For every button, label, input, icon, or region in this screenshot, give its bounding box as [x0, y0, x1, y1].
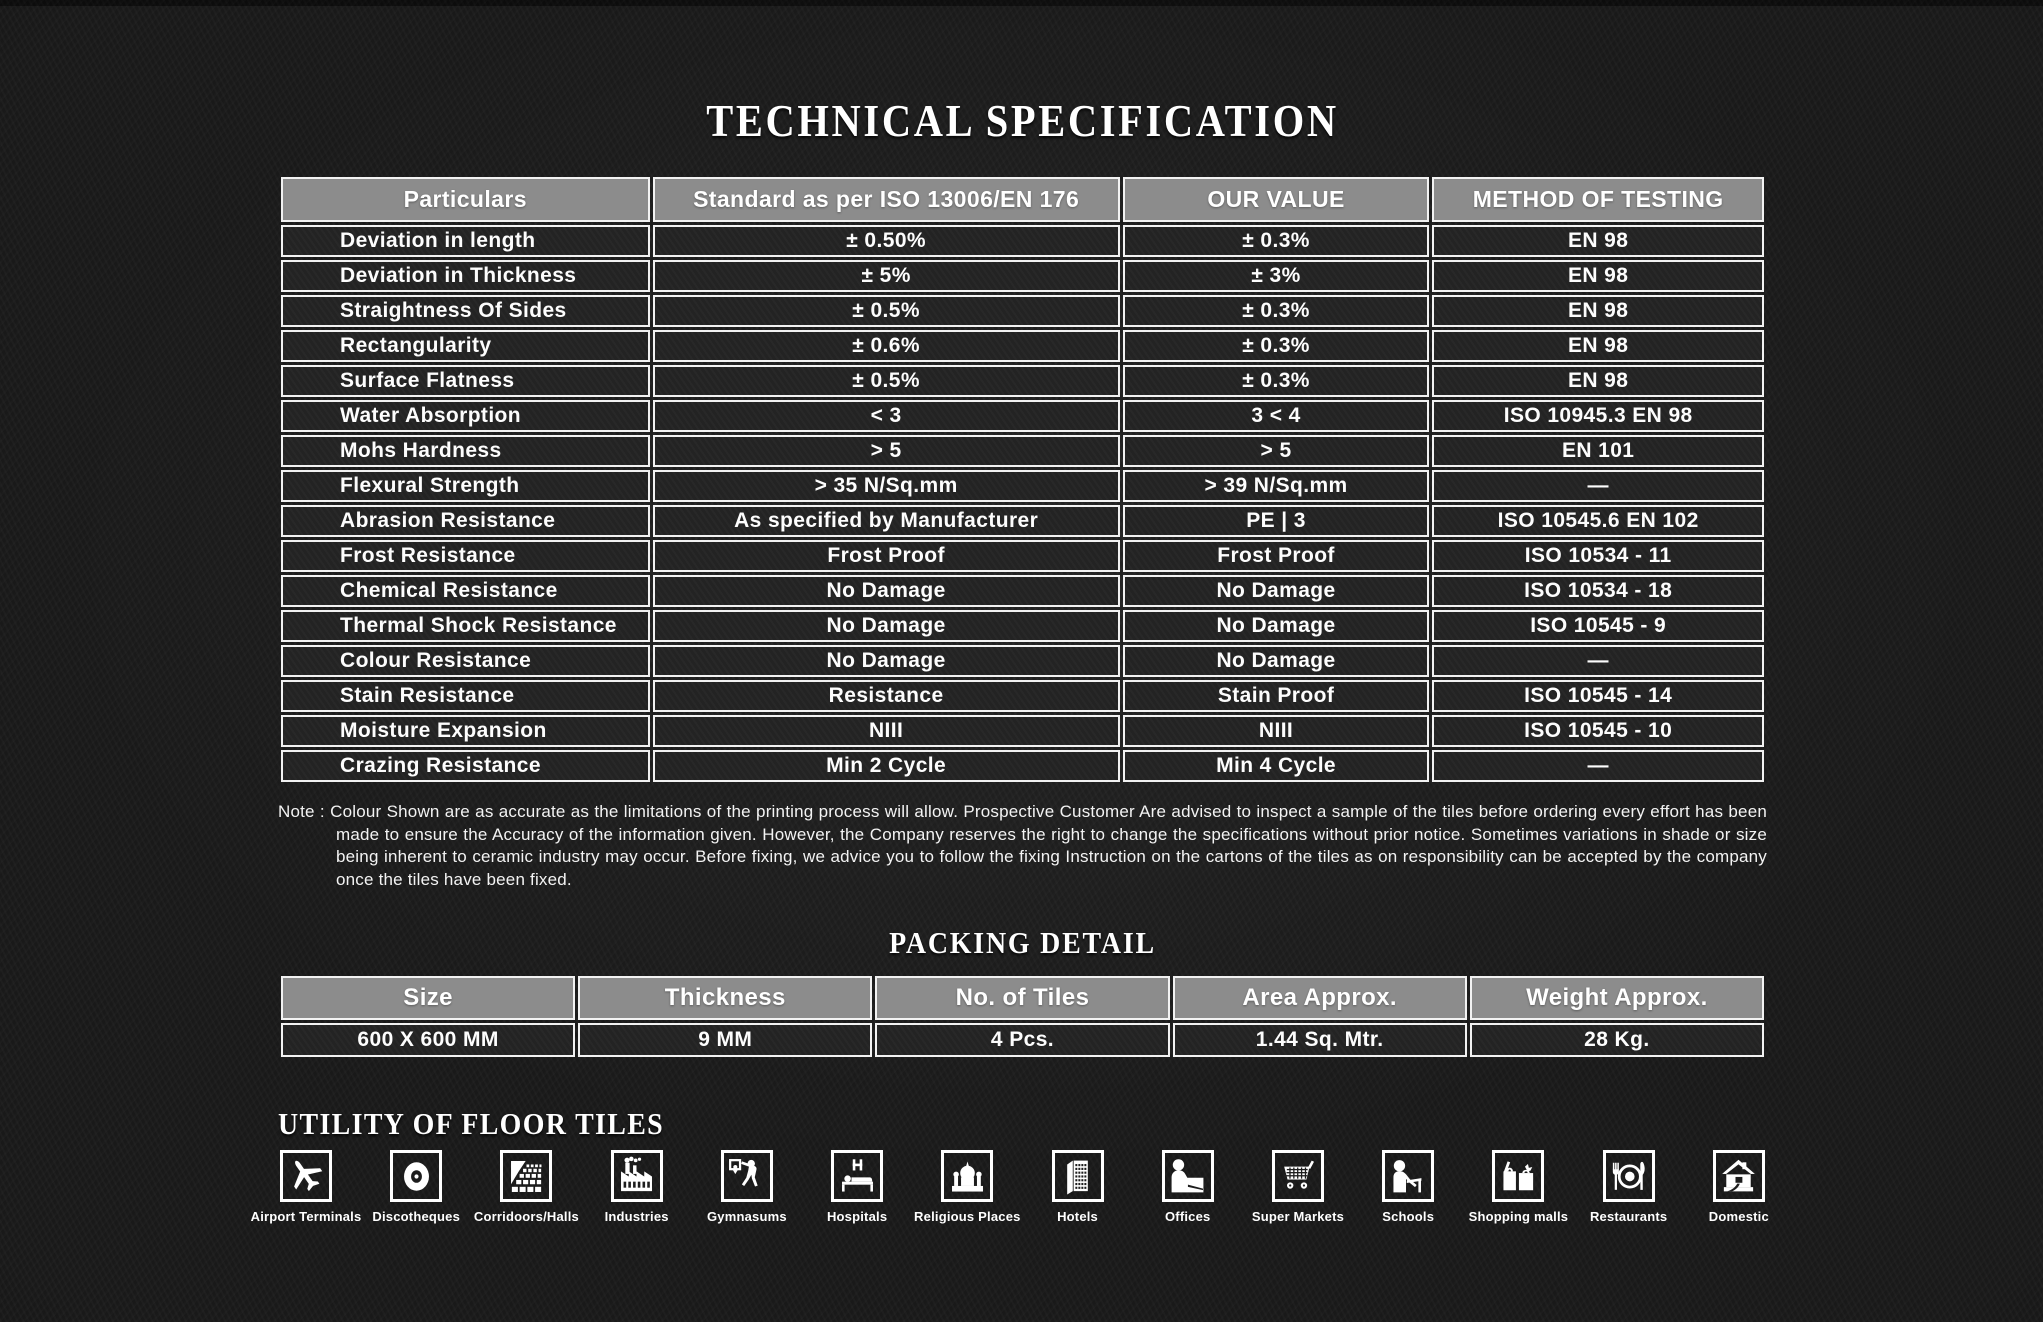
spec-value-cell: ± 3% [1123, 260, 1430, 292]
utility-item [604, 1150, 669, 1224]
spec-value-cell: ISO 10545 - 14 [1432, 680, 1764, 712]
office-worker-icon [1162, 1150, 1214, 1202]
spec-value-cell: > 5 [653, 435, 1120, 467]
table-row [281, 295, 1764, 327]
table-row [281, 575, 1764, 607]
utility-item [1708, 1150, 1769, 1224]
utility-item [1251, 1150, 1345, 1224]
corridor-icon [500, 1150, 552, 1202]
column-header: Standard as per ISO 13006/EN 176 [653, 177, 1120, 222]
spec-value-cell: No Damage [653, 575, 1120, 607]
utility-item [914, 1150, 1021, 1224]
technical-spec-table [278, 174, 1767, 785]
house-icon [1713, 1150, 1765, 1202]
utility-item [250, 1150, 362, 1224]
spec-particular-cell: Deviation in length [281, 225, 650, 257]
spec-value-cell: No Damage [1123, 575, 1430, 607]
spec-value-cell: ISO 10545 - 9 [1432, 610, 1764, 642]
temple-icon [941, 1150, 993, 1202]
spec-particular-cell: Colour Resistance [281, 645, 650, 677]
spec-particular-cell: Frost Resistance [281, 540, 650, 572]
utility-item [826, 1150, 888, 1224]
packing-value-cell: 28 Kg. [1470, 1023, 1764, 1057]
spec-value-cell: No Damage [653, 610, 1120, 642]
shopping-cart-icon [1272, 1150, 1324, 1202]
utility-title: UTILITY OF FLOOR TILES [278, 1106, 665, 1141]
spec-particular-cell: Surface Flatness [281, 365, 650, 397]
spec-value-cell: NIII [653, 715, 1120, 747]
column-header: METHOD OF TESTING [1432, 177, 1764, 222]
spec-value-cell: ± 0.3% [1123, 295, 1430, 327]
utility-item [1380, 1150, 1436, 1224]
spec-value-cell: > 5 [1123, 435, 1430, 467]
spec-value-cell: — [1432, 750, 1764, 782]
table-row [281, 505, 1764, 537]
utility-item [372, 1150, 461, 1224]
spec-value-cell: ISO 10534 - 11 [1432, 540, 1764, 572]
utility-item-label: Domestic [1708, 1209, 1769, 1224]
spec-value-cell: EN 101 [1432, 435, 1764, 467]
utility-item-label: Airport Terminals [250, 1209, 362, 1224]
table-row [281, 330, 1764, 362]
spec-value-cell: Frost Proof [653, 540, 1120, 572]
column-header: Weight Approx. [1470, 976, 1764, 1020]
spec-value-cell: EN 98 [1432, 225, 1764, 257]
shopping-bags-icon [1492, 1150, 1544, 1202]
spec-particular-cell: Deviation in Thickness [281, 260, 650, 292]
note-body: Colour Shown are as accurate as the limitations of the printing process will allow. Prospective Customer Are advised to inspect a sample of the tiles before ordering every effort has been made to ensure the Accuracy of the information given. However, the Company reserves the right to change the specifications without prior notice. Sometimes variations in shade or size being inherent to ceramic industry may occur. Before fixing, we advice you to follow the fixing Instruction on the cartons of the tiles as on responsibility can be accepted by the company once the tiles have been fixed. [330, 802, 1767, 889]
gymnasium-icon [721, 1150, 773, 1202]
table-row [281, 645, 1764, 677]
spec-value-cell: Min 2 Cycle [653, 750, 1120, 782]
spec-value-cell: ± 0.6% [653, 330, 1120, 362]
table-row [281, 470, 1764, 502]
utility-item [1589, 1150, 1668, 1224]
table-row [281, 260, 1764, 292]
packing-header-row [281, 976, 1764, 1020]
packing-value-cell: 4 Pcs. [875, 1023, 1169, 1057]
table-row [281, 680, 1764, 712]
spec-value-cell: ± 0.3% [1123, 330, 1430, 362]
airplane-icon [280, 1150, 332, 1202]
spec-value-cell: PE | 3 [1123, 505, 1430, 537]
utility-item [1050, 1150, 1106, 1224]
spec-value-cell: Stain Proof [1123, 680, 1430, 712]
disc-icon [390, 1150, 442, 1202]
spec-value-cell: ISO 10945.3 EN 98 [1432, 400, 1764, 432]
utility-icons-row [250, 1150, 1769, 1224]
packing-value-cell: 600 X 600 MM [281, 1023, 575, 1057]
spec-value-cell: ± 0.3% [1123, 225, 1430, 257]
packing-value-cell: 1.44 Sq. Mtr. [1173, 1023, 1467, 1057]
spec-value-cell: Frost Proof [1123, 540, 1430, 572]
spec-value-cell: As specified by Manufacturer [653, 505, 1120, 537]
spec-value-cell: ± 0.5% [653, 365, 1120, 397]
spec-particular-cell: Thermal Shock Resistance [281, 610, 650, 642]
spec-particular-cell: Flexural Strength [281, 470, 650, 502]
spec-value-cell: EN 98 [1432, 295, 1764, 327]
spec-value-cell: ± 5% [653, 260, 1120, 292]
hospital-bed-icon [831, 1150, 883, 1202]
utility-item-label: Super Markets [1251, 1209, 1345, 1224]
spec-value-cell: > 35 N/Sq.mm [653, 470, 1120, 502]
spec-particular-cell: Crazing Resistance [281, 750, 650, 782]
spec-particular-cell: Mohs Hardness [281, 435, 650, 467]
packing-title: PACKING DETAIL [889, 925, 1156, 960]
spec-value-cell: EN 98 [1432, 365, 1764, 397]
spec-value-cell: ± 0.5% [653, 295, 1120, 327]
hotel-building-icon [1052, 1150, 1104, 1202]
spec-value-cell: > 39 N/Sq.mm [1123, 470, 1430, 502]
column-header: Size [281, 976, 575, 1020]
table-row [281, 715, 1764, 747]
utility-item [706, 1150, 787, 1224]
column-header: Particulars [281, 177, 650, 222]
packing-value-row [281, 1023, 1764, 1057]
table-row [281, 540, 1764, 572]
packing-detail-table [278, 973, 1767, 1060]
spec-value-cell: Min 4 Cycle [1123, 750, 1430, 782]
utility-item-label: Hospitals [826, 1209, 888, 1224]
spec-value-cell: ISO 10545.6 EN 102 [1432, 505, 1764, 537]
table-row [281, 610, 1764, 642]
note-text [278, 801, 1767, 891]
spec-header-row [281, 177, 1764, 222]
spec-value-cell: No Damage [653, 645, 1120, 677]
table-row [281, 435, 1764, 467]
table-row [281, 365, 1764, 397]
utility-item-label: Schools [1382, 1209, 1435, 1224]
table-row [281, 400, 1764, 432]
spec-value-cell: — [1432, 470, 1764, 502]
school-icon [1382, 1150, 1434, 1202]
spec-particular-cell: Moisture Expansion [281, 715, 650, 747]
spec-value-cell: ± 0.50% [653, 225, 1120, 257]
utility-item-label: Religious Places [914, 1209, 1021, 1224]
spec-value-cell: 3 < 4 [1123, 400, 1430, 432]
utility-item-label: Discotheques [372, 1209, 461, 1224]
spec-value-cell: ISO 10545 - 10 [1432, 715, 1764, 747]
utility-item-label: Restaurants [1589, 1209, 1668, 1224]
spec-value-cell: NIII [1123, 715, 1430, 747]
restaurant-plate-icon [1603, 1150, 1655, 1202]
utility-item-label: Gymnasums [706, 1209, 787, 1224]
utility-item-label: Hotels [1057, 1209, 1098, 1224]
spec-value-cell: Resistance [653, 680, 1120, 712]
utility-item [1160, 1150, 1216, 1224]
table-row [281, 225, 1764, 257]
spec-value-cell: EN 98 [1432, 260, 1764, 292]
packing-value-cell: 9 MM [578, 1023, 872, 1057]
table-row [281, 750, 1764, 782]
spec-value-cell: ISO 10534 - 18 [1432, 575, 1764, 607]
spec-value-cell: — [1432, 645, 1764, 677]
column-header: Thickness [578, 976, 872, 1020]
spec-particular-cell: Rectangularity [281, 330, 650, 362]
spec-value-cell: No Damage [1123, 645, 1430, 677]
spec-value-cell: < 3 [653, 400, 1120, 432]
spec-value-cell: ± 0.3% [1123, 365, 1430, 397]
spec-value-cell: No Damage [1123, 610, 1430, 642]
spec-particular-cell: Stain Resistance [281, 680, 650, 712]
note-label: Note : [278, 802, 325, 821]
utility-item-label: Corridoors/Halls [473, 1209, 579, 1224]
factory-icon [611, 1150, 663, 1202]
content-area [250, 0, 1769, 1224]
spec-particular-cell: Straightness Of Sides [281, 295, 650, 327]
spec-particular-cell: Abrasion Resistance [281, 505, 650, 537]
column-header: Area Approx. [1173, 976, 1467, 1020]
page-title: TECHNICAL SPECIFICATION [706, 95, 1339, 146]
utility-item-label: Shopping malls [1468, 1209, 1569, 1224]
utility-item [1468, 1150, 1569, 1224]
column-header: No. of Tiles [875, 976, 1169, 1020]
utility-item-label: Industries [604, 1209, 669, 1224]
spec-particular-cell: Water Absorption [281, 400, 650, 432]
utility-item [473, 1150, 579, 1224]
spec-value-cell: EN 98 [1432, 330, 1764, 362]
utility-item-label: Offices [1165, 1209, 1211, 1224]
column-header: OUR VALUE [1123, 177, 1430, 222]
spec-particular-cell: Chemical Resistance [281, 575, 650, 607]
